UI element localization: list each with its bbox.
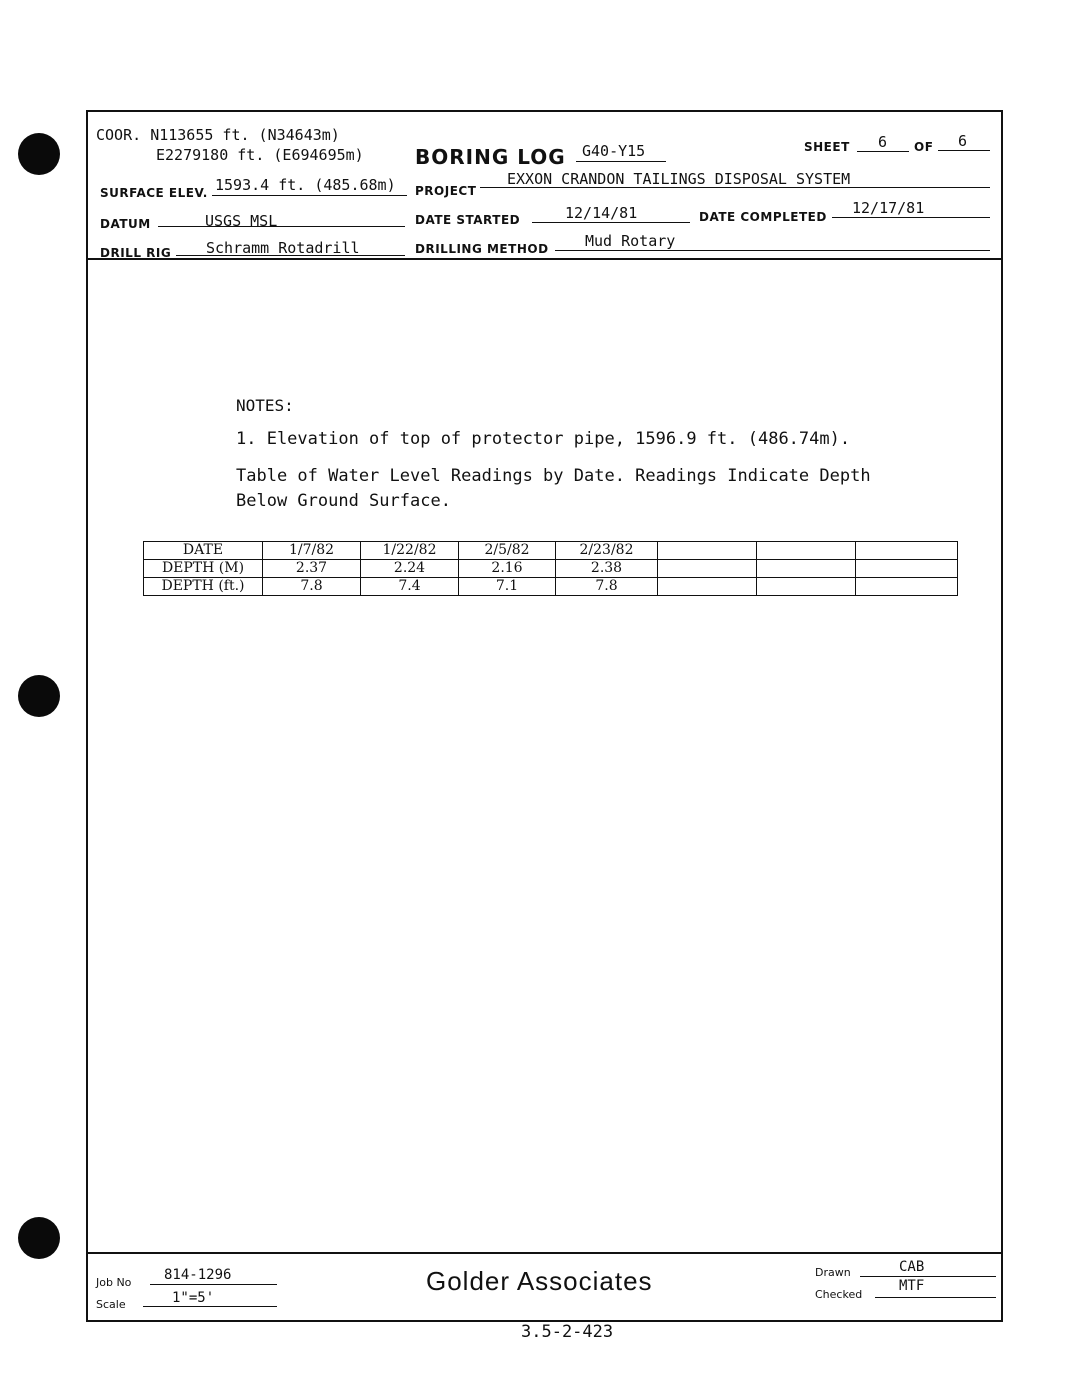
company-name: Golder Associates xyxy=(426,1266,653,1296)
table-cell: 7.4 xyxy=(361,578,459,596)
date-started: 12/14/81 xyxy=(565,204,638,222)
sheet-total-underline xyxy=(938,150,990,151)
table-cell xyxy=(856,542,958,560)
row-label-depth-m: DEPTH (M) xyxy=(144,560,263,578)
table-cell xyxy=(658,578,757,596)
table-cell: 7.1 xyxy=(459,578,556,596)
row-label-depth-ft: DEPTH (ft.) xyxy=(144,578,263,596)
date-completed-label: DATE COMPLETED xyxy=(699,210,827,224)
datum-value: USGS MSL xyxy=(205,212,278,230)
notes-heading: NOTES: xyxy=(236,396,294,415)
table-cell xyxy=(658,542,757,560)
water-level-table xyxy=(143,541,958,596)
table-cell xyxy=(856,578,958,596)
table-cell xyxy=(757,542,856,560)
punch-hole-middle xyxy=(18,675,60,717)
surface-elev-underline xyxy=(212,195,407,196)
table-cell: 2.24 xyxy=(361,560,459,578)
checked-value: MTF xyxy=(899,1278,925,1294)
sheet-num-underline xyxy=(857,151,909,152)
drawn-value: CAB xyxy=(899,1259,925,1275)
of-label: OF xyxy=(914,140,934,154)
job-no-underline xyxy=(150,1284,277,1285)
table-cell xyxy=(757,560,856,578)
boring-id-underline xyxy=(576,161,666,162)
table-cell xyxy=(856,560,958,578)
table-cell xyxy=(658,560,757,578)
table-cell: 2.16 xyxy=(459,560,556,578)
scale-underline xyxy=(143,1306,277,1307)
checked-underline xyxy=(875,1297,996,1298)
checked-label: Checked xyxy=(815,1288,863,1301)
table-cell: 7.8 xyxy=(556,578,658,596)
surface-elev-label: SURFACE ELEV. xyxy=(100,186,208,200)
coor-line-1 xyxy=(96,126,340,144)
scale-value: 1"=5' xyxy=(172,1290,215,1306)
drill-rig: Schramm Rotadrill xyxy=(206,239,360,257)
project-label: PROJECT xyxy=(415,184,477,198)
drilling-method: Mud Rotary xyxy=(585,232,676,250)
table-cell: 7.8 xyxy=(263,578,361,596)
drilling-method-label: DRILLING METHOD xyxy=(415,242,549,256)
punch-hole-top xyxy=(18,133,60,175)
scale-label: Scale xyxy=(96,1298,126,1311)
table-caption-line-1: Table of Water Level Readings by Date. Readings Indicate Depth xyxy=(236,466,871,486)
coor-east: E2279180 ft. (E694695m) xyxy=(156,146,364,164)
table-row xyxy=(144,560,958,578)
coor-north: N113655 ft. (N34643m) xyxy=(150,126,340,144)
drill-rig-underline xyxy=(176,255,405,256)
drill-rig-label: DRILL RIG xyxy=(100,246,172,260)
table-caption-line-2: Below Ground Surface. xyxy=(236,491,451,511)
footer-divider xyxy=(86,1252,1003,1254)
date-started-label: DATE STARTED xyxy=(415,213,521,227)
table-cell: 2/5/82 xyxy=(459,542,556,560)
table-cell xyxy=(757,578,856,596)
page-title: BORING LOG xyxy=(415,145,566,169)
table-row xyxy=(144,542,958,560)
table-cell: 2.37 xyxy=(263,560,361,578)
table-cell: 1/7/82 xyxy=(263,542,361,560)
punch-hole-bottom xyxy=(18,1217,60,1259)
table-cell: 2.38 xyxy=(556,560,658,578)
page-number: 3.5-2-423 xyxy=(521,1322,614,1342)
table-row xyxy=(144,578,958,596)
job-no: 814-1296 xyxy=(164,1267,232,1283)
job-no-label: Job No xyxy=(96,1276,132,1289)
boring-id: G40-Y15 xyxy=(582,142,646,160)
sheet-total: 6 xyxy=(958,132,968,150)
drilling-method-underline xyxy=(555,250,990,251)
date-completed-underline xyxy=(832,217,990,218)
drawn-label: Drawn xyxy=(815,1266,851,1279)
table-cell: 2/23/82 xyxy=(556,542,658,560)
drawn-underline xyxy=(860,1276,996,1277)
datum-label: DATUM xyxy=(100,217,151,231)
surface-elev: 1593.4 ft. (485.68m) xyxy=(215,176,396,194)
sheet-label: SHEET xyxy=(804,140,850,154)
project-name: EXXON CRANDON TAILINGS DISPOSAL SYSTEM xyxy=(507,170,851,188)
coor-label: COOR. xyxy=(96,126,142,144)
header-divider xyxy=(86,258,1003,260)
note-1: 1. Elevation of top of protector pipe, 1596.9 ft. (486.74m). xyxy=(236,429,851,449)
document-frame xyxy=(86,110,1003,1322)
table-cell: 1/22/82 xyxy=(361,542,459,560)
datum-underline xyxy=(158,226,405,227)
date-started-underline xyxy=(532,222,690,223)
project-underline xyxy=(480,187,990,188)
sheet-num: 6 xyxy=(878,133,888,151)
date-completed: 12/17/81 xyxy=(852,199,925,217)
row-label-date: DATE xyxy=(144,542,263,560)
